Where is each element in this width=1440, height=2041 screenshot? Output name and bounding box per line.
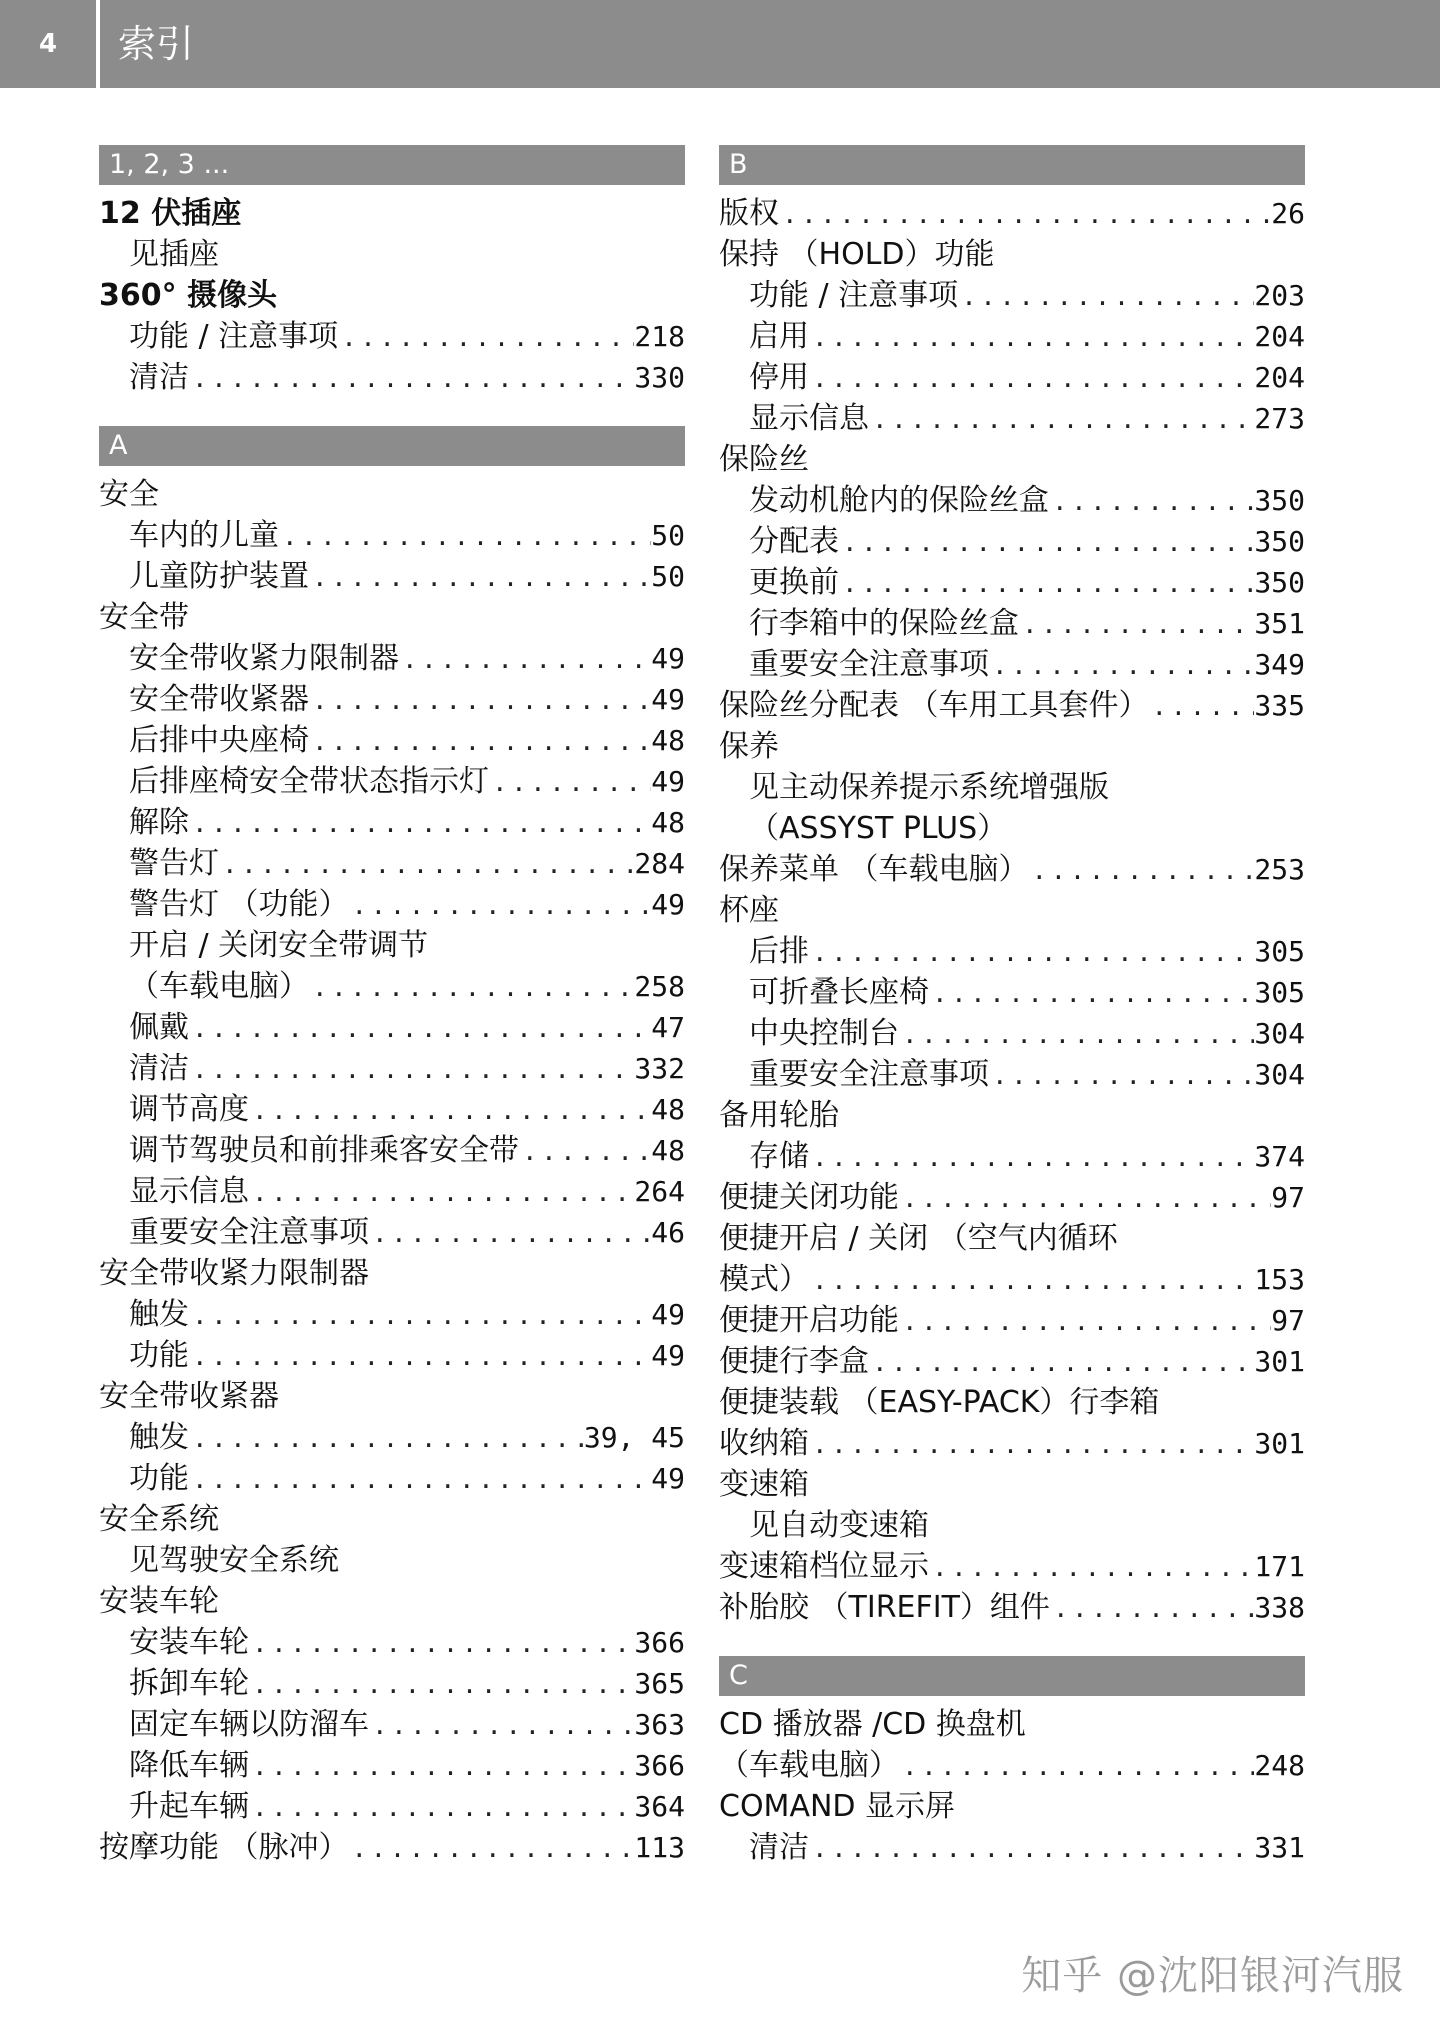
entry-term: 360° 摄像头 [99, 278, 278, 313]
entry-term: 重要安全注意事项 [749, 1057, 989, 1092]
index-entry [719, 234, 1305, 275]
index-entry [99, 1581, 685, 1622]
index-entry [719, 1218, 1305, 1259]
header-divider [96, 0, 100, 88]
page-ref: 39, 45 [583, 1421, 685, 1454]
entry-term: 变速箱档位显示 [719, 1549, 929, 1584]
entry-term: 杯座 [719, 893, 779, 928]
entry-term: 重要安全注意事项 [129, 1215, 369, 1250]
entry-term: 开启 / 关闭安全带调节 [129, 928, 429, 963]
entry-term: 按摩功能 （脉冲） [99, 1830, 349, 1865]
index-subentry [719, 644, 1305, 685]
entry-term: 后排座椅安全带状态指示灯 [129, 764, 489, 799]
page-ref: 305 [1254, 976, 1305, 1009]
entry-term: 儿童防护装置 [129, 559, 309, 594]
page-ref: 49 [651, 765, 685, 798]
dot-leader [809, 1259, 1254, 1300]
dot-leader [189, 1007, 651, 1048]
entry-term: 清洁 [129, 1051, 189, 1086]
section-spacer [99, 466, 685, 474]
index-subentry [99, 1704, 685, 1745]
page-ref: 50 [651, 519, 685, 552]
page-ref: 374 [1254, 1140, 1305, 1173]
entry-term: （车载电脑） [129, 969, 309, 1004]
entry-term: 见主动保养提示系统增强版 [749, 770, 1109, 805]
index-subentry [99, 357, 685, 398]
page-ref: 349 [1254, 648, 1305, 681]
index-subentry [719, 767, 1305, 808]
index-subentry [99, 1048, 685, 1089]
entry-term: 分配表 [749, 524, 839, 559]
index-entry [719, 685, 1305, 726]
index-entry [719, 1786, 1305, 1827]
index-subentry [99, 1294, 685, 1335]
page-ref: 153 [1254, 1263, 1305, 1296]
entry-term: 便捷行李盒 [719, 1344, 869, 1379]
index-subentry [719, 562, 1305, 603]
entry-term: 清洁 [749, 1830, 809, 1865]
index-column-left [99, 145, 685, 1868]
dot-leader [349, 1827, 635, 1868]
entry-term: 更换前 [749, 565, 839, 600]
entry-term: 保持 （HOLD）功能 [719, 237, 995, 272]
entry-term: 便捷装载 （EASY-PACK）行李箱 [719, 1385, 1160, 1420]
entry-term: （车载电脑） [719, 1748, 899, 1783]
entry-term: 便捷关闭功能 [719, 1180, 899, 1215]
dot-leader [519, 1130, 651, 1171]
entry-term: 保养菜单 （车载电脑） [719, 852, 1029, 887]
entry-term: 备用轮胎 [719, 1098, 839, 1133]
index-subentry [719, 521, 1305, 562]
page-ref: 26 [1271, 197, 1305, 230]
index-subentry [719, 603, 1305, 644]
dot-leader [1050, 1587, 1254, 1628]
index-subentry [99, 1130, 685, 1171]
entry-term: 车内的儿童 [129, 518, 279, 553]
index-subentry [719, 275, 1305, 316]
index-subentry [99, 884, 685, 925]
entry-term: 见插座 [129, 237, 219, 272]
index-subentry [719, 1054, 1305, 1095]
entry-term: 解除 [129, 805, 189, 840]
dot-leader [309, 966, 634, 1007]
entry-term: 保养 [719, 729, 779, 764]
entry-term: 警告灯 （功能） [129, 887, 349, 922]
index-subentry [719, 480, 1305, 521]
index-subentry [99, 1663, 685, 1704]
index-subentry [99, 1622, 685, 1663]
dot-leader [249, 1786, 634, 1827]
index-subentry [99, 925, 685, 966]
index-subentry [99, 1745, 685, 1786]
index-subentry [99, 638, 685, 679]
page-ref: 365 [634, 1667, 685, 1700]
page-ref: 350 [1254, 566, 1305, 599]
dot-leader [809, 1827, 1254, 1868]
entry-term: 重要安全注意事项 [749, 647, 989, 682]
index-entry [99, 474, 685, 515]
index-subentry [99, 720, 685, 761]
index-entry [719, 1423, 1305, 1464]
index-subentry [99, 843, 685, 884]
page-ref: 351 [1254, 607, 1305, 640]
page-ref: 48 [651, 724, 685, 757]
dot-leader [309, 720, 651, 761]
entry-term: COMAND 显示屏 [719, 1789, 956, 1824]
index-entry [719, 1259, 1305, 1300]
index-entry [719, 1704, 1305, 1745]
page-ref: 49 [651, 1462, 685, 1495]
entry-term: 安装车轮 [129, 1625, 249, 1660]
entry-term: （ASSYST PLUS） [749, 811, 1008, 846]
page-ref: 48 [651, 1134, 685, 1167]
page-title: 索引 [118, 22, 195, 66]
index-subentry [99, 679, 685, 720]
index-subentry [719, 357, 1305, 398]
index-subentry [719, 1827, 1305, 1868]
entry-term: 保险丝 [719, 442, 809, 477]
entry-term: 补胎胶 （TIREFIT）组件 [719, 1590, 1050, 1625]
entry-term: 停用 [749, 360, 809, 395]
dot-leader [338, 316, 634, 357]
entry-term: 见自动变速箱 [749, 1508, 929, 1543]
dot-leader [929, 1546, 1254, 1587]
page-ref: 305 [1254, 935, 1305, 968]
index-subentry [719, 316, 1305, 357]
page-ref: 46 [651, 1216, 685, 1249]
dot-leader [309, 556, 651, 597]
index-entry [719, 1341, 1305, 1382]
entry-term: 版权 [719, 196, 779, 231]
entry-term: 功能 / 注意事项 [129, 319, 339, 354]
entry-term: 行李箱中的保险丝盒 [749, 606, 1019, 641]
index-subentry [99, 1540, 685, 1581]
page-ref: 364 [634, 1790, 685, 1823]
page-ref: 264 [634, 1175, 685, 1208]
page-ref: 97 [1271, 1304, 1305, 1337]
index-entry [99, 1253, 685, 1294]
page-ref: 331 [1254, 1831, 1305, 1864]
entry-term: 安装车轮 [99, 1584, 219, 1619]
dot-leader [369, 1704, 634, 1745]
page-ref: 203 [1254, 279, 1305, 312]
page-ref: 49 [651, 683, 685, 716]
index-entry [719, 1546, 1305, 1587]
page-ref: 350 [1254, 525, 1305, 558]
page-ref: 218 [634, 320, 685, 353]
index-subentry [719, 1505, 1305, 1546]
dot-leader [489, 761, 651, 802]
page-ref: 48 [651, 1093, 685, 1126]
entry-term: 拆卸车轮 [129, 1666, 249, 1701]
index-entry [99, 275, 685, 316]
dot-leader [309, 679, 651, 720]
dot-leader [839, 521, 1254, 562]
section-spacer [719, 185, 1305, 193]
section-header: C [719, 1656, 1305, 1696]
dot-leader [899, 1745, 1254, 1786]
index-subentry [99, 1007, 685, 1048]
entry-term: 触发 [129, 1420, 189, 1455]
entry-term: 固定车辆以防溜车 [129, 1707, 369, 1742]
page-ref: 304 [1254, 1017, 1305, 1050]
index-subentry [99, 1458, 685, 1499]
index-subentry [99, 556, 685, 597]
dot-leader [809, 1136, 1254, 1177]
entry-term: 后排 [749, 934, 809, 969]
entry-term: 发动机舱内的保险丝盒 [749, 483, 1049, 518]
index-entry [99, 1827, 685, 1868]
page-number: 4 [38, 29, 58, 59]
dot-leader [189, 357, 634, 398]
index-entry [719, 193, 1305, 234]
page-ref: 171 [1254, 1550, 1305, 1583]
page-ref: 301 [1254, 1345, 1305, 1378]
entry-term: 功能 [129, 1461, 189, 1496]
dot-leader [189, 1458, 651, 1499]
index-entry [99, 1499, 685, 1540]
entry-term: 显示信息 [749, 401, 869, 436]
entry-term: CD 播放器 /CD 换盘机 [719, 1707, 1026, 1742]
page-ref: 204 [1254, 320, 1305, 353]
index-entry [719, 1382, 1305, 1423]
page-ref: 258 [634, 970, 685, 1003]
dot-leader [809, 316, 1254, 357]
dot-leader [809, 1423, 1254, 1464]
index-subentry [99, 1417, 685, 1458]
index-subentry [719, 972, 1305, 1013]
page-ref: 330 [634, 361, 685, 394]
dot-leader [1049, 480, 1254, 521]
dot-leader [989, 1054, 1254, 1095]
entry-term: 安全带 [99, 600, 189, 635]
page-ref: 273 [1254, 402, 1305, 435]
dot-leader [899, 1300, 1271, 1341]
index-entry [719, 1095, 1305, 1136]
dot-leader [958, 275, 1254, 316]
index-entry [719, 1587, 1305, 1628]
page-ref: 301 [1254, 1427, 1305, 1460]
dot-leader [779, 193, 1271, 234]
index-subentry [99, 966, 685, 1007]
dot-leader [189, 1335, 651, 1376]
dot-leader [249, 1745, 634, 1786]
page-header [0, 0, 1440, 88]
entry-term: 功能 / 注意事项 [749, 278, 959, 313]
dot-leader [249, 1089, 651, 1130]
entry-term: 警告灯 [129, 846, 219, 881]
index-subentry [99, 1171, 685, 1212]
entry-term: 佩戴 [129, 1010, 189, 1045]
index-entry [719, 1177, 1305, 1218]
dot-leader [219, 843, 634, 884]
index-entry [99, 1376, 685, 1417]
section-gap [719, 1628, 1305, 1656]
entry-term: 模式） [719, 1262, 809, 1297]
entry-term: 降低车辆 [129, 1748, 249, 1783]
index-entry [99, 597, 685, 638]
dot-leader [349, 884, 652, 925]
dot-leader [279, 515, 651, 556]
entry-term: 安全带收紧力限制器 [129, 641, 399, 676]
page-ref: 284 [634, 847, 685, 880]
index-subentry [99, 515, 685, 556]
index-entry [719, 439, 1305, 480]
page-ref: 304 [1254, 1058, 1305, 1091]
entry-term: 中央控制台 [749, 1016, 899, 1051]
page-ref: 50 [651, 560, 685, 593]
dot-leader [869, 398, 1254, 439]
index-entry [719, 890, 1305, 931]
dot-leader [369, 1212, 651, 1253]
dot-leader [809, 357, 1254, 398]
page-ref: 48 [651, 806, 685, 839]
page-ref: 47 [651, 1011, 685, 1044]
entry-term: 保险丝分配表 （车用工具套件） [719, 688, 1149, 723]
watermark: 知乎 @沈阳银河汽服 [1021, 1953, 1404, 1999]
dot-leader [249, 1663, 634, 1704]
page-ref: 113 [634, 1831, 685, 1864]
index-subentry [719, 808, 1305, 849]
page-ref: 350 [1254, 484, 1305, 517]
index-entry [719, 726, 1305, 767]
section-header: A [99, 426, 685, 466]
entry-term: 见驾驶安全系统 [129, 1543, 339, 1578]
index-entry [719, 849, 1305, 890]
page-ref: 338 [1254, 1591, 1305, 1624]
dot-leader [869, 1341, 1254, 1382]
dot-leader [809, 931, 1254, 972]
index-subentry [719, 1136, 1305, 1177]
entry-term: 启用 [749, 319, 809, 354]
index-subentry [99, 1335, 685, 1376]
entry-term: 升起车辆 [129, 1789, 249, 1824]
dot-leader [399, 638, 651, 679]
index-entry [719, 1745, 1305, 1786]
entry-term: 调节高度 [129, 1092, 249, 1127]
section-gap [99, 398, 685, 426]
index-subentry [99, 1786, 685, 1827]
dot-leader [929, 972, 1254, 1013]
entry-term: 显示信息 [129, 1174, 249, 1209]
section-header: B [719, 145, 1305, 185]
entry-term: 收纳箱 [719, 1426, 809, 1461]
entry-term: 清洁 [129, 360, 189, 395]
page-ref: 332 [634, 1052, 685, 1085]
page-ref: 366 [634, 1749, 685, 1782]
page-ref: 366 [634, 1626, 685, 1659]
page-ref: 49 [651, 1339, 685, 1372]
entry-term: 安全系统 [99, 1502, 219, 1537]
entry-term: 可折叠长座椅 [749, 975, 929, 1010]
index-subentry [99, 316, 685, 357]
index-entry [719, 1464, 1305, 1505]
dot-leader [899, 1177, 1271, 1218]
section-spacer [99, 185, 685, 193]
page-ref: 363 [634, 1708, 685, 1741]
index-subentry [99, 234, 685, 275]
dot-leader [899, 1013, 1254, 1054]
index-subentry [99, 802, 685, 843]
dot-leader [249, 1622, 634, 1663]
page-ref: 97 [1271, 1181, 1305, 1214]
page-ref: 248 [1254, 1749, 1305, 1782]
entry-term: 12 伏插座 [99, 196, 242, 231]
index-subentry [99, 1089, 685, 1130]
entry-term: 安全带收紧力限制器 [99, 1256, 369, 1291]
dot-leader [249, 1171, 634, 1212]
dot-leader [839, 562, 1254, 603]
page-ref: 49 [651, 1298, 685, 1331]
entry-term: 触发 [129, 1297, 189, 1332]
page-ref: 335 [1254, 689, 1305, 722]
index-subentry [99, 761, 685, 802]
entry-term: 安全 [99, 477, 159, 512]
dot-leader [189, 802, 651, 843]
entry-term: 安全带收紧器 [129, 682, 309, 717]
index-entry [719, 1300, 1305, 1341]
dot-leader [1149, 685, 1255, 726]
entry-term: 安全带收紧器 [99, 1379, 279, 1414]
index-subentry [719, 398, 1305, 439]
entry-term: 便捷开启 / 关闭 （空气内循环 [719, 1221, 1118, 1256]
index-subentry [99, 1212, 685, 1253]
entry-term: 后排中央座椅 [129, 723, 309, 758]
entry-term: 调节驾驶员和前排乘客安全带 [129, 1133, 519, 1168]
dot-leader [189, 1417, 584, 1458]
index-column-right [719, 145, 1305, 1868]
index-subentry [719, 931, 1305, 972]
dot-leader [989, 644, 1254, 685]
dot-leader [1019, 603, 1254, 644]
index-subentry [719, 1013, 1305, 1054]
page-ref: 49 [651, 888, 685, 921]
dot-leader [1029, 849, 1255, 890]
dot-leader [189, 1048, 634, 1089]
page-ref: 253 [1254, 853, 1305, 886]
entry-term: 便捷开启功能 [719, 1303, 899, 1338]
section-spacer [719, 1696, 1305, 1704]
section-header: 1, 2, 3 ... [99, 145, 685, 185]
dot-leader [189, 1294, 651, 1335]
entry-term: 变速箱 [719, 1467, 809, 1502]
entry-term: 功能 [129, 1338, 189, 1373]
index-entry [99, 193, 685, 234]
page-ref: 49 [651, 642, 685, 675]
entry-term: 存储 [749, 1139, 809, 1174]
page-ref: 204 [1254, 361, 1305, 394]
